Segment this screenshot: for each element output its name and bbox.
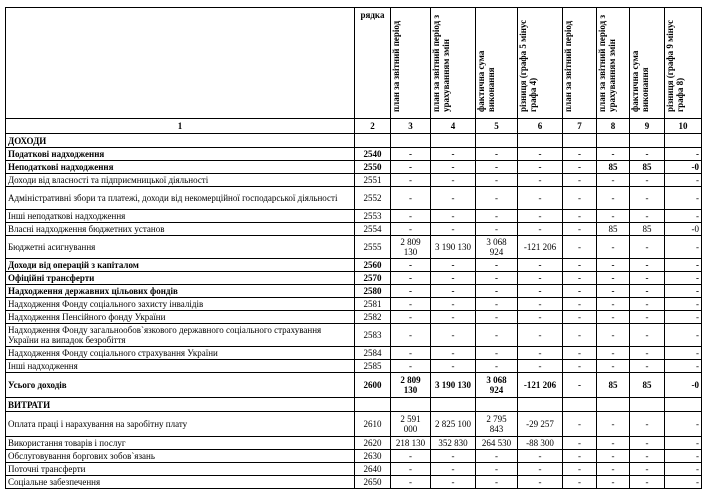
row-value-col-6: -29 257	[518, 412, 563, 437]
col-number: 10	[665, 119, 702, 134]
row-value-col-6: -	[518, 311, 563, 324]
row-value-col-8: -	[597, 148, 630, 161]
row-value-col-9: -	[630, 324, 665, 347]
row-value-col-4: -	[431, 161, 476, 174]
col-number: 3	[391, 119, 431, 134]
row-value-col-10: -	[665, 347, 702, 360]
row-value-col-4: -	[431, 272, 476, 285]
row-value-col-10: -	[665, 236, 702, 259]
row-code: 2584	[355, 347, 391, 360]
row-name: Поточні трансферти	[6, 463, 355, 476]
row-value-col-5: 2 795 843	[476, 412, 518, 437]
row-value-col-7: -	[563, 148, 597, 161]
header-col-9	[630, 8, 665, 119]
row-value-col-8: -	[597, 450, 630, 463]
row-value-col-8: -	[597, 311, 630, 324]
header-col-4	[431, 8, 476, 119]
row-value-col-7: -	[563, 412, 597, 437]
row-code: 2553	[355, 210, 391, 223]
row-value-col-7: -	[563, 285, 597, 298]
row-value-col-10: -0	[665, 223, 702, 236]
row-value-col-6: -121 206	[518, 373, 563, 398]
row-value-col-7: -	[563, 373, 597, 398]
row-value-col-3: -	[391, 463, 431, 476]
row-value-col-10: -	[665, 437, 702, 450]
row-code: 2585	[355, 360, 391, 373]
header-code-cell	[355, 8, 391, 119]
row-name: Доходи від операцій з капіталом	[6, 259, 355, 272]
row-value-col-4: -	[431, 311, 476, 324]
row-value-col-4: 3 190 130	[431, 236, 476, 259]
table-row	[6, 347, 702, 360]
row-code: 2583	[355, 324, 391, 347]
row-value-col-4	[431, 134, 476, 148]
row-value-col-10: -	[665, 259, 702, 272]
row-value-col-10: -	[665, 311, 702, 324]
row-value-col-8: -	[597, 360, 630, 373]
table-row	[6, 412, 702, 437]
row-code: 2610	[355, 412, 391, 437]
row-value-col-6	[518, 134, 563, 148]
row-code: 2630	[355, 450, 391, 463]
row-value-col-8	[597, 134, 630, 148]
row-value-col-5: -	[476, 450, 518, 463]
row-value-col-9: 85	[630, 161, 665, 174]
row-value-col-9	[630, 134, 665, 148]
row-value-col-9: -	[630, 210, 665, 223]
row-name: Власні надходження бюджетних установ	[6, 223, 355, 236]
table-row	[6, 298, 702, 311]
row-value-col-8: -	[597, 437, 630, 450]
row-value-col-3: 2 591 000	[391, 412, 431, 437]
row-name: Податкові надходження	[6, 148, 355, 161]
row-value-col-6: -	[518, 463, 563, 476]
row-value-col-6: -	[518, 161, 563, 174]
row-value-col-9: 85	[630, 373, 665, 398]
row-value-col-10: -0	[665, 373, 702, 398]
row-value-col-3: -	[391, 311, 431, 324]
col-number: 7	[563, 119, 597, 134]
row-value-col-6: -	[518, 298, 563, 311]
row-value-col-8: 85	[597, 161, 630, 174]
row-value-col-6: -	[518, 285, 563, 298]
row-value-col-4: 352 830	[431, 437, 476, 450]
row-value-col-9: -	[630, 236, 665, 259]
row-value-col-8: 85	[597, 373, 630, 398]
row-value-col-8: -	[597, 463, 630, 476]
table-row	[6, 161, 702, 174]
table-row	[6, 259, 702, 272]
row-value-col-9: 85	[630, 223, 665, 236]
row-value-col-4: -	[431, 210, 476, 223]
row-value-col-3: -	[391, 347, 431, 360]
col-number: 1	[6, 119, 355, 134]
row-value-col-3: -	[391, 161, 431, 174]
table-row	[6, 463, 702, 476]
row-value-col-10: -	[665, 450, 702, 463]
row-value-col-7	[563, 398, 597, 412]
row-code: 2600	[355, 373, 391, 398]
row-value-col-10: -	[665, 476, 702, 489]
row-name: Надходження державних цільових фондів	[6, 285, 355, 298]
row-code: 2560	[355, 259, 391, 272]
row-value-col-6: -	[518, 223, 563, 236]
row-code: 2580	[355, 285, 391, 298]
row-value-col-10: -	[665, 210, 702, 223]
row-name: ДОХОДИ	[6, 134, 355, 148]
row-name: Соціальне забезпечення	[6, 476, 355, 489]
row-value-col-5: -	[476, 347, 518, 360]
header-col-8-label: план за звітний період з урахуванням змін	[597, 14, 617, 112]
row-value-col-9: -	[630, 463, 665, 476]
table-row	[6, 324, 702, 347]
row-value-col-5: -	[476, 360, 518, 373]
row-name: Інші неподаткові надходження	[6, 210, 355, 223]
row-value-col-9	[630, 398, 665, 412]
row-value-col-5: -	[476, 324, 518, 347]
row-code: 2650	[355, 476, 391, 489]
row-value-col-4: -	[431, 463, 476, 476]
header-name-cell	[6, 8, 355, 119]
row-value-col-4: -	[431, 148, 476, 161]
row-value-col-9: -	[630, 174, 665, 187]
row-value-col-9: -	[630, 347, 665, 360]
row-name: Обслуговування боргових зобов`язань	[6, 450, 355, 463]
row-value-col-9: -	[630, 298, 665, 311]
row-value-col-8: 85	[597, 223, 630, 236]
row-value-col-5: -	[476, 272, 518, 285]
header-col-10	[665, 8, 702, 119]
row-value-col-8: -	[597, 285, 630, 298]
row-value-col-5: -	[476, 161, 518, 174]
row-name: Надходження Фонду загальнообов`язкового державного соціального страхування України на випадок безробіття	[6, 324, 355, 347]
row-code: 2582	[355, 311, 391, 324]
row-value-col-4: -	[431, 347, 476, 360]
row-value-col-5: -	[476, 463, 518, 476]
row-name: ВИТРАТИ	[6, 398, 355, 412]
income-expense-table	[5, 7, 702, 489]
row-value-col-6: -	[518, 148, 563, 161]
table-row	[6, 450, 702, 463]
row-value-col-8: -	[597, 174, 630, 187]
row-value-col-7: -	[563, 174, 597, 187]
row-value-col-9: -	[630, 272, 665, 285]
header-col-7	[563, 8, 597, 119]
header-col-6-label: різниця (графа 5 мінус графа 4)	[518, 19, 538, 112]
row-value-col-4: -	[431, 360, 476, 373]
row-value-col-5: -	[476, 148, 518, 161]
col-number: 5	[476, 119, 518, 134]
row-value-col-8: -	[597, 298, 630, 311]
row-value-col-4: -	[431, 324, 476, 347]
row-value-col-10: -	[665, 174, 702, 187]
row-name: Неподаткові надходження	[6, 161, 355, 174]
table-row	[6, 398, 702, 412]
header-col-8	[597, 8, 630, 119]
row-value-col-6: -	[518, 476, 563, 489]
row-value-col-6: -	[518, 450, 563, 463]
row-value-col-3: -	[391, 298, 431, 311]
row-value-col-6: -	[518, 347, 563, 360]
table-row	[6, 476, 702, 489]
row-value-col-4: -	[431, 174, 476, 187]
row-value-col-8: -	[597, 210, 630, 223]
row-value-col-9: -	[630, 412, 665, 437]
row-value-col-9: -	[630, 476, 665, 489]
row-name: Офіційні трансферти	[6, 272, 355, 285]
row-value-col-4: 3 190 130	[431, 373, 476, 398]
row-value-col-3: -	[391, 476, 431, 489]
row-code: 2550	[355, 161, 391, 174]
row-code: 2640	[355, 463, 391, 476]
row-value-col-7: -	[563, 311, 597, 324]
row-value-col-6: -	[518, 272, 563, 285]
row-value-col-8: -	[597, 412, 630, 437]
row-value-col-7: -	[563, 223, 597, 236]
row-code: 2570	[355, 272, 391, 285]
row-value-col-3: -	[391, 324, 431, 347]
row-value-col-4: -	[431, 298, 476, 311]
row-value-col-3: -	[391, 148, 431, 161]
row-value-col-9: -	[630, 148, 665, 161]
row-value-col-10: -	[665, 324, 702, 347]
row-value-col-10: -	[665, 187, 702, 210]
row-value-col-3	[391, 134, 431, 148]
row-value-col-6: -121 206	[518, 236, 563, 259]
row-value-col-3: -	[391, 285, 431, 298]
row-value-col-10: -	[665, 298, 702, 311]
header-col-3	[391, 8, 431, 119]
row-value-col-3: -	[391, 223, 431, 236]
header-col-7-label: план за звітний період	[563, 20, 573, 112]
row-name: Надходження Пенсійного фонду України	[6, 311, 355, 324]
row-value-col-10: -	[665, 412, 702, 437]
row-value-col-7: -	[563, 463, 597, 476]
row-name: Бюджетні асигнування	[6, 236, 355, 259]
row-name: Надходження Фонду соціального захисту інвалідів	[6, 298, 355, 311]
row-value-col-5: -	[476, 476, 518, 489]
header-col-4-label: план за звітний період з урахуванням змін	[431, 14, 451, 112]
row-value-col-9: -	[630, 450, 665, 463]
row-value-col-5: 3 068 924	[476, 236, 518, 259]
row-value-col-7	[563, 134, 597, 148]
row-value-col-10: -	[665, 360, 702, 373]
row-value-col-6: -	[518, 259, 563, 272]
row-value-col-7: -	[563, 236, 597, 259]
table-row	[6, 285, 702, 298]
row-value-col-3: -	[391, 450, 431, 463]
row-value-col-5: -	[476, 187, 518, 210]
row-code: 2581	[355, 298, 391, 311]
row-value-col-4: -	[431, 476, 476, 489]
row-value-col-3	[391, 398, 431, 412]
row-name: Інші надходження	[6, 360, 355, 373]
row-value-col-4: -	[431, 259, 476, 272]
row-value-col-9: -	[630, 259, 665, 272]
table-row	[6, 134, 702, 148]
row-value-col-3: 2 809 130	[391, 236, 431, 259]
col-number: 4	[431, 119, 476, 134]
row-value-col-5: 264 530	[476, 437, 518, 450]
row-value-col-7: -	[563, 437, 597, 450]
table-row	[6, 437, 702, 450]
row-value-col-3: -	[391, 360, 431, 373]
row-value-col-6: -	[518, 324, 563, 347]
row-value-col-9: -	[630, 311, 665, 324]
row-value-col-4: 2 825 100	[431, 412, 476, 437]
report-table-container	[5, 7, 701, 489]
row-value-col-10	[665, 398, 702, 412]
row-value-col-4: -	[431, 223, 476, 236]
col-number: 2	[355, 119, 391, 134]
row-value-col-5	[476, 398, 518, 412]
row-value-col-5: -	[476, 259, 518, 272]
row-value-col-6: -	[518, 360, 563, 373]
table-row	[6, 360, 702, 373]
row-value-col-4: -	[431, 285, 476, 298]
row-value-col-7: -	[563, 347, 597, 360]
row-value-col-4: -	[431, 450, 476, 463]
header-row	[6, 8, 702, 119]
table-row	[6, 148, 702, 161]
row-code: 2540	[355, 148, 391, 161]
row-value-col-8: -	[597, 272, 630, 285]
row-value-col-5: -	[476, 210, 518, 223]
row-value-col-8	[597, 398, 630, 412]
row-value-col-5: -	[476, 174, 518, 187]
row-name: Надходження Фонду соціального страхування України	[6, 347, 355, 360]
row-code: 2551	[355, 174, 391, 187]
row-value-col-3: 2 809 130	[391, 373, 431, 398]
row-value-col-3: -	[391, 187, 431, 210]
row-value-col-10: -	[665, 148, 702, 161]
col-number: 6	[518, 119, 563, 134]
table-row	[6, 272, 702, 285]
row-value-col-6: -	[518, 174, 563, 187]
row-value-col-3: -	[391, 210, 431, 223]
row-code: 2554	[355, 223, 391, 236]
row-value-col-8: -	[597, 324, 630, 347]
row-value-col-9: -	[630, 285, 665, 298]
table-row	[6, 236, 702, 259]
row-code	[355, 134, 391, 148]
row-value-col-7: -	[563, 450, 597, 463]
row-value-col-10: -	[665, 272, 702, 285]
col-number: 8	[597, 119, 630, 134]
row-value-col-7: -	[563, 187, 597, 210]
row-value-col-8: -	[597, 259, 630, 272]
table-row	[6, 373, 702, 398]
header-col-5	[476, 8, 518, 119]
row-value-col-3: -	[391, 174, 431, 187]
row-value-col-5: -	[476, 298, 518, 311]
row-value-col-5: 3 068 924	[476, 373, 518, 398]
row-value-col-5: -	[476, 223, 518, 236]
header-col-5-label: фактична сума виконання	[476, 50, 496, 112]
table-row	[6, 174, 702, 187]
row-code	[355, 398, 391, 412]
table-row	[6, 210, 702, 223]
row-code: 2620	[355, 437, 391, 450]
row-value-col-10: -0	[665, 161, 702, 174]
row-value-col-9: -	[630, 437, 665, 450]
header-col-3-label: план за звітний період	[391, 20, 401, 112]
col-number: 9	[630, 119, 665, 134]
row-value-col-5: -	[476, 285, 518, 298]
table-row	[6, 187, 702, 210]
row-name: Доходи від власності та підприємницької діяльності	[6, 174, 355, 187]
row-value-col-7: -	[563, 272, 597, 285]
row-name: Використання товарів і послуг	[6, 437, 355, 450]
row-name: Оплата праці і нарахування на заробітну плату	[6, 412, 355, 437]
header-col-9-label: фактична сума виконання	[630, 50, 650, 112]
row-value-col-6	[518, 398, 563, 412]
row-value-col-4	[431, 398, 476, 412]
row-code: 2552	[355, 187, 391, 210]
header-col-10-label: різниця (графа 9 мінус графа 8)	[665, 19, 685, 112]
row-value-col-8: -	[597, 476, 630, 489]
row-value-col-6: -	[518, 210, 563, 223]
row-value-col-10: -	[665, 285, 702, 298]
row-value-col-6: -88 300	[518, 437, 563, 450]
header-col-6	[518, 8, 563, 119]
table-row	[6, 223, 702, 236]
row-value-col-4: -	[431, 187, 476, 210]
row-name: Адміністративні збори та платежі, доходи від некомерційної господарської діяльності	[6, 187, 355, 210]
row-value-col-5: -	[476, 311, 518, 324]
row-value-col-7: -	[563, 161, 597, 174]
table-body	[6, 8, 702, 489]
row-value-col-9: -	[630, 187, 665, 210]
row-value-col-5	[476, 134, 518, 148]
row-value-col-6: -	[518, 187, 563, 210]
row-value-col-7: -	[563, 476, 597, 489]
row-value-col-7: -	[563, 210, 597, 223]
row-value-col-8: -	[597, 347, 630, 360]
row-value-col-8: -	[597, 187, 630, 210]
row-name: Усього доходів	[6, 373, 355, 398]
row-value-col-7: -	[563, 360, 597, 373]
header-code-label: рядка	[360, 10, 385, 20]
row-value-col-10: -	[665, 463, 702, 476]
row-value-col-3: 218 130	[391, 437, 431, 450]
row-value-col-10	[665, 134, 702, 148]
row-value-col-7: -	[563, 324, 597, 347]
row-value-col-8: -	[597, 236, 630, 259]
row-value-col-7: -	[563, 259, 597, 272]
row-value-col-7: -	[563, 298, 597, 311]
column-number-row	[6, 119, 702, 134]
row-value-col-3: -	[391, 259, 431, 272]
row-value-col-3: -	[391, 272, 431, 285]
table-row	[6, 311, 702, 324]
row-code: 2555	[355, 236, 391, 259]
row-value-col-9: -	[630, 360, 665, 373]
